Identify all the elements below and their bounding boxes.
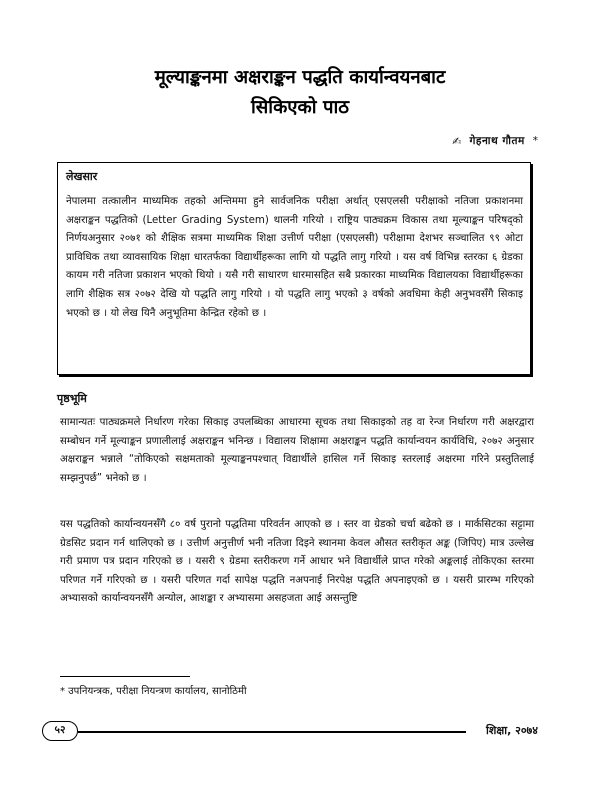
footer-divider (78, 731, 466, 733)
background-heading: पृष्ठभूमि (57, 392, 87, 405)
article-title-line-1: मूल्याङ्कनमा अक्षराङ्कन पद्धति कार्यान्वयनबाट (154, 67, 446, 88)
abstract-box (57, 162, 531, 375)
footnote: * उपनियन्त्रक, परीक्षा नियन्त्रण कार्यालय, सानोठिमी (60, 686, 247, 697)
author-footnote-marker: * (532, 135, 538, 147)
journal-name: शिक्षा, २०७४ (486, 724, 538, 737)
footnote-divider (60, 676, 190, 677)
abstract-heading: लेखसार (66, 170, 98, 183)
author-name: गेहनाथ गौतम (469, 135, 525, 147)
background-paragraph-1: सामान्यतः पाठ्यक्रमले निर्धारण गरेका सिकाइ उपलब्धिका आधारमा सूचक तथा सिकाइको तह वा रेन्ज निर्धारण गरी अक्षरद्वारा सम्बोधन गर्ने मूल्याङ्कन प्रणालीलाई अक्षराङ्कन भनिन्छ । विद्यालय शिक्षामा अक्षराङ्कन पद्धति कार्यान्वयन कार्यविधि, २०७२ अनुसार अक्षराङ्कन भन्नाले “तोकिएको सक्षमताको मूल्याङ्कनपश्चात् विद्यार्थीले हासिल गर्ने सिकाइ स्तरलाई अक्षरमा गरिने प्रस्तुतिलाई सम्झनुपर्छ” भनेको छ । (60, 417, 534, 484)
page-number: ५२ (42, 721, 78, 741)
page-footer (40, 721, 538, 743)
background-paragraph-2: यस पद्धतिको कार्यान्वयनसँगै ८० वर्ष पुरानो पद्धतिमा परिवर्तन आएको छ । स्तर वा ग्रेडको चर्चा बढेको छ । मार्कसिटका सट्टामा ग्रेडसिट प्रदान गर्न थालिएको छ । उत्तीर्ण अनुत्तीर्ण भनी नतिजा दिइने स्थानमा केवल औसत स्तरीकृत अङ्क (जिपिए) मात्र उल्लेख गरी प्रमाण पत्र प्रदान गरिएको छ । यसरी ९ ग्रेडमा स्तरीकरण गर्ने आधार भने विद्यार्थीले प्राप्त गरेको अङ्कलाई तोकिएका स्तरमा परिणत गर्ने गरिएको छ । यसरी परिणत गर्दा सापेक्ष पद्धति नअपनाई निरपेक्ष पद्धति अपनाइएको छ । यसरी प्रारम्भ गरिएको अभ्यासको कार्यान्वयनसँगै अन्योल, आशङ्का र अभ्यासमा असहजता आई असन्तुष्टि (60, 519, 534, 605)
author-line (452, 134, 538, 148)
article-title-line-2: सिकिएको पाठ (250, 97, 350, 118)
abstract-text: नेपालमा तत्कालीन माध्यमिक तहको अन्तिममा हुने सार्वजनिक परीक्षा अर्थात् एसएलसी परीक्षाको नतिजा प्रकाशनमा अक्षराङ्कन पद्धतिको (Letter Grading System) थालनी गरियो । राष्ट्रिय पाठ्यक्रम विकास तथा मूल्याङ्कन परिषद्को निर्णयअनुसार २०७१ को शैक्षिक सत्रमा माध्यमिक शिक्षा उत्तीर्ण परीक्षा (एसएलसी) परीक्षामा देशभर सञ्चालित ९९ ओटा प्राविधिक तथा व्यावसायिक शिक्षा धारतर्फका विद्यार्थीहरूका लागि यो पद्धति लागु गरियो । यस वर्ष विभिन्न स्तरका ६ ग्रेडका कायम गरी नतिजा प्रकाशन भएको थियो । यसै गरी साधारण धारमासहित सबै प्रकारका माध्यमिक विद्यालयका विद्यार्थीहरूका लागि शैक्षिक सत्र २०७२ देखि यो पद्धति लागु गरियो । यो पद्धति लागु भएको ३ वर्षको अवधिमा केही अनुभवसँगै सिकाइ भएको छ । यो लेख यिनै अनुभूतिमा केन्द्रित रहेको छ । (66, 196, 523, 319)
pen-icon: ✍ (452, 134, 462, 148)
